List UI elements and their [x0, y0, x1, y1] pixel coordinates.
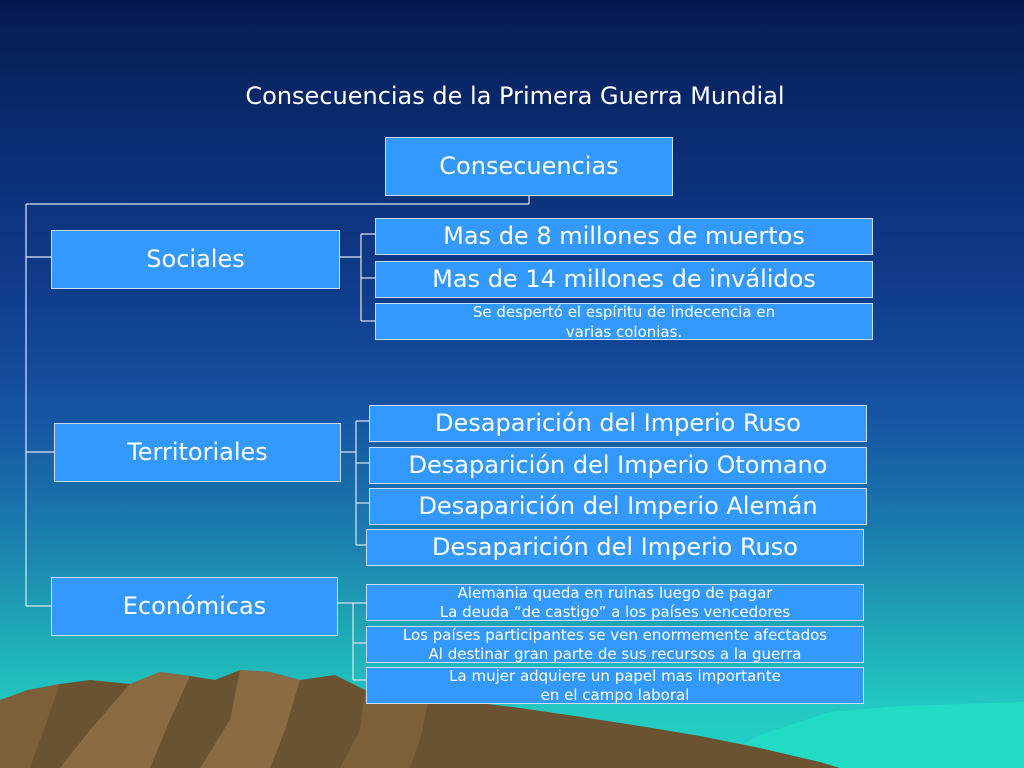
- item-sociales-3: [375, 303, 873, 340]
- item-territoriales-1: Desaparición del Imperio Ruso: [369, 405, 867, 442]
- slide-title: Consecuencias de la Primera Guerra Mundial: [245, 82, 785, 110]
- category-economicas: Económicas: [51, 577, 338, 636]
- item-economicas-2: [366, 626, 864, 663]
- item-line: Al destinar gran parte de sus recursos a la guerra: [428, 644, 802, 663]
- item-line: La deuda “de castigo” a los países vencedores: [439, 602, 791, 621]
- item-economicas-1: [366, 584, 864, 621]
- item-territoriales-4: Desaparición del Imperio Ruso: [366, 529, 864, 566]
- category-sociales: Sociales: [51, 230, 340, 289]
- item-territoriales-2: Desaparición del Imperio Otomano: [369, 447, 867, 484]
- item-sociales-2: Mas de 14 millones de inválidos: [375, 261, 873, 298]
- item-line: Los países participantes se ven enormemente afectados: [402, 625, 828, 644]
- category-territoriales: Territoriales: [54, 423, 341, 482]
- item-line: La mujer adquiere un papel mas importante: [449, 666, 781, 685]
- item-line: Alemania queda en ruinas luego de pagar: [457, 583, 773, 602]
- item-territoriales-3: Desaparición del Imperio Alemán: [369, 488, 867, 525]
- item-economicas-3: [366, 667, 864, 704]
- item-line: Se despertó el espíritu de indecencia en: [472, 302, 776, 321]
- item-line: en el campo laboral: [540, 685, 690, 704]
- item-line: varias colonias.: [565, 322, 683, 341]
- root-node: Consecuencias: [385, 137, 673, 196]
- item-sociales-1: Mas de 8 millones de muertos: [375, 218, 873, 255]
